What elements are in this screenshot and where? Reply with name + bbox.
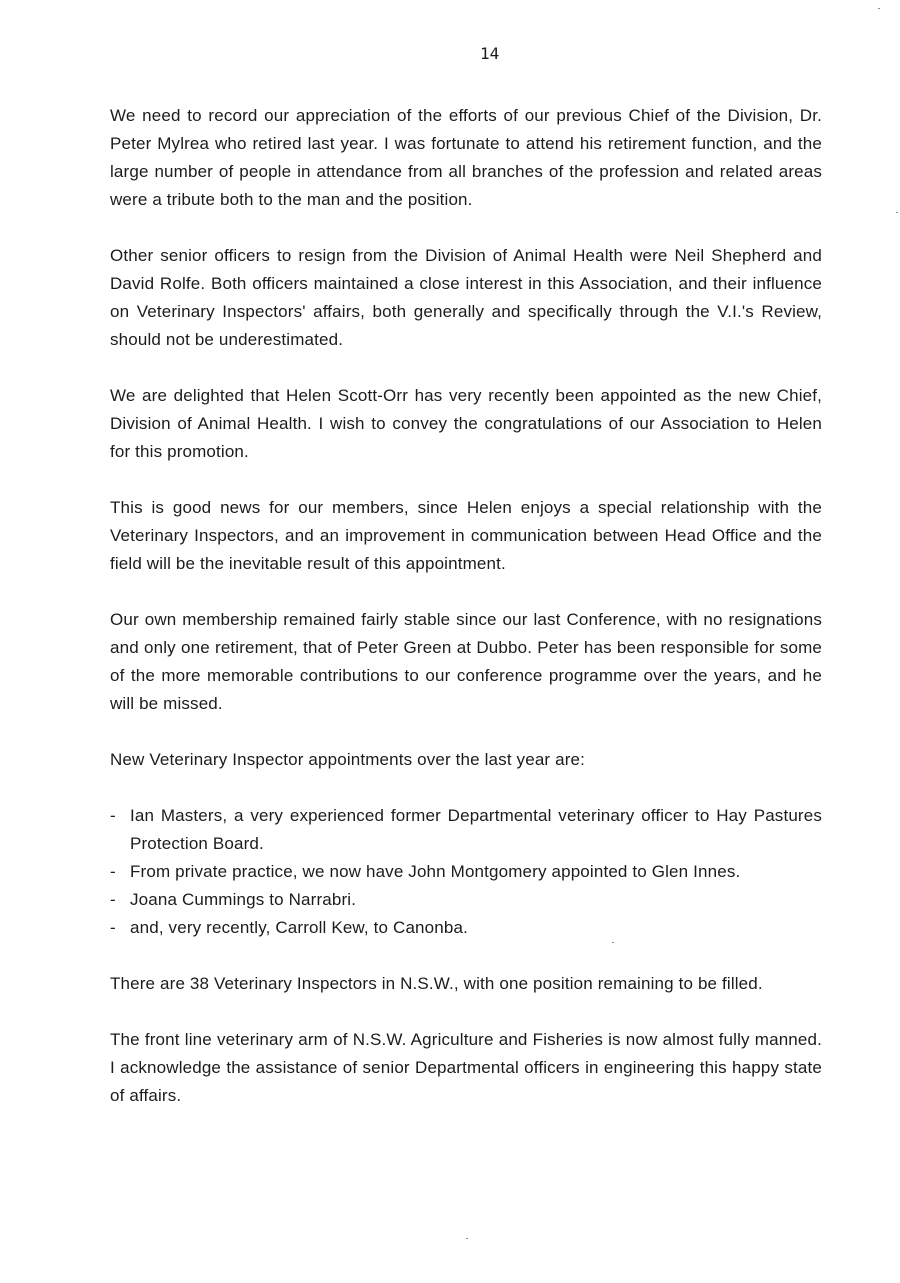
list-item	[110, 914, 822, 942]
list-item	[110, 858, 822, 886]
list-item-text: From private practice, we now have John Montgomery appointed to Glen Innes.	[130, 862, 741, 881]
list-dash: -	[110, 918, 116, 937]
list-item-text: Joana Cummings to Narrabri.	[130, 890, 357, 909]
scan-speck	[878, 8, 880, 9]
scan-speck	[466, 1238, 468, 1239]
paragraph-appointments-intro: New Veterinary Inspector appointments over the last year are:	[110, 750, 585, 769]
scan-speck	[612, 942, 614, 943]
appointments-list	[110, 802, 822, 942]
letter-body	[110, 102, 822, 1138]
paragraph-new-chief: We are delighted that Helen Scott-Orr has very recently been appointed as the new Chief, Division of Animal Health. I wish to convey the congratulations of our Association to Helen for this promotion.	[110, 386, 822, 461]
list-item-text: and, very recently, Carroll Kew, to Canonba.	[130, 918, 468, 937]
paragraph-fully-manned: The front line veterinary arm of N.S.W. Agriculture and Fisheries is now almost fully manned. I acknowledge the assistance of senior Departmental officers in engineering this happy state of affairs.	[110, 1030, 822, 1105]
page-number: 14	[480, 44, 500, 63]
paragraph-membership: Our own membership remained fairly stable since our last Conference, with no resignations and only one retirement, that of Peter Green at Dubbo. Peter has been responsible for some of the more memorable contributions to our conference programme over the years, and he will be missed.	[110, 610, 822, 713]
list-dash: -	[110, 862, 116, 881]
scan-speck	[896, 212, 898, 213]
list-item	[110, 802, 822, 858]
paragraph-senior-officers: Other senior officers to resign from the Division of Animal Health were Neil Shepherd and David Rolfe. Both officers maintained a close interest in this Association, and their influence on Veterinary Inspectors' affairs, both generally and specifically through the V.I.'s Review, should not be underestimated.	[110, 246, 822, 349]
list-item	[110, 886, 822, 914]
list-dash: -	[110, 806, 116, 825]
list-item-text: Ian Masters, a very experienced former Departmental veterinary officer to Hay Pastures Protection Board.	[130, 806, 822, 853]
paragraph-retirement-mylrea: We need to record our appreciation of the efforts of our previous Chief of the Division, Dr. Peter Mylrea who retired last year. I was fortunate to attend his retirement function, and the large number of people in attendance from all branches of the profession and related areas were a tribute both to the man and the position.	[110, 106, 822, 209]
list-dash: -	[110, 890, 116, 909]
paragraph-inspector-count: There are 38 Veterinary Inspectors in N.S.W., with one position remaining to be filled.	[110, 974, 763, 993]
paragraph-good-news: This is good news for our members, since Helen enjoys a special relationship with the Veterinary Inspectors, and an improvement in communication between Head Office and the field will be the inevitable result of this appointment.	[110, 498, 822, 573]
